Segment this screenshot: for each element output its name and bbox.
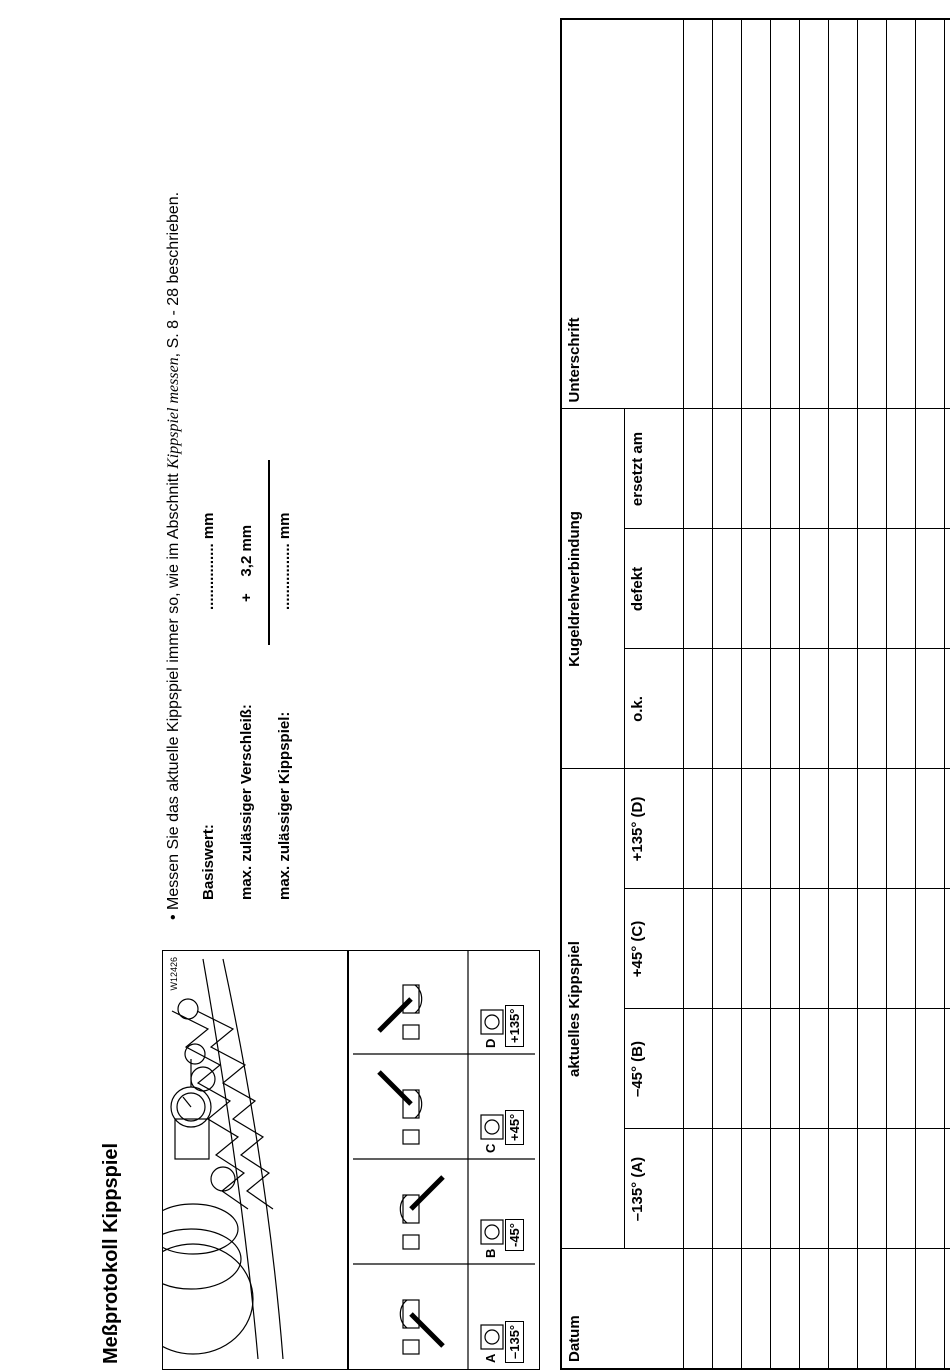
section-reference[interactable]: Kippspiel messen bbox=[165, 357, 182, 469]
instruction-after: , S. 8 - 28 beschrieben. bbox=[165, 191, 182, 358]
table-cell[interactable] bbox=[713, 409, 742, 529]
table-cell[interactable] bbox=[887, 1129, 916, 1249]
table-cell[interactable] bbox=[858, 409, 887, 529]
table-cell[interactable] bbox=[800, 19, 829, 409]
group-header-kugel: Kugeldrehverbindung bbox=[561, 409, 625, 769]
table-cell[interactable] bbox=[887, 529, 916, 649]
table-cell[interactable] bbox=[684, 1129, 713, 1249]
col-header-unterschrift: Unterschrift bbox=[561, 19, 684, 409]
table-cell[interactable] bbox=[916, 1249, 945, 1369]
wear-value: + 3,2 mm bbox=[238, 524, 255, 602]
table-cell[interactable] bbox=[829, 649, 858, 769]
table-cell[interactable] bbox=[916, 19, 945, 409]
table-cell[interactable] bbox=[800, 1129, 829, 1249]
table-cell[interactable] bbox=[916, 529, 945, 649]
table-cell[interactable] bbox=[916, 1129, 945, 1249]
max-label: max. zulässiger Kippspiel: bbox=[276, 711, 293, 900]
max-value: ................ mm bbox=[276, 512, 293, 610]
table-cell[interactable] bbox=[771, 1249, 800, 1369]
col-header-datum: Datum bbox=[561, 1249, 684, 1369]
table-cell[interactable] bbox=[916, 1009, 945, 1129]
figure-code: W12426 bbox=[169, 957, 179, 991]
table-cell[interactable] bbox=[742, 649, 771, 769]
basis-label: Basiswert: bbox=[200, 824, 217, 900]
table-cell[interactable] bbox=[887, 889, 916, 1009]
table-cell[interactable] bbox=[945, 529, 950, 649]
table-cell[interactable] bbox=[684, 1249, 713, 1369]
angle-d: +135° bbox=[505, 1005, 524, 1047]
table-cell[interactable] bbox=[800, 769, 829, 889]
table-cell[interactable] bbox=[858, 769, 887, 889]
table-cell[interactable] bbox=[829, 1009, 858, 1129]
table-cell[interactable] bbox=[742, 1249, 771, 1369]
table-cell[interactable] bbox=[713, 649, 742, 769]
table-cell[interactable] bbox=[945, 1129, 950, 1249]
table-cell[interactable] bbox=[684, 889, 713, 1009]
table-cell[interactable] bbox=[916, 649, 945, 769]
table-cell[interactable] bbox=[916, 769, 945, 889]
machine-illustration bbox=[163, 950, 540, 1369]
table-cell[interactable] bbox=[800, 1009, 829, 1129]
instruction-before: Messen Sie das aktuelle Kippspiel immer so, wie im Abschnitt bbox=[165, 468, 182, 910]
group-header-kippspiel: aktuelles Kippspiel bbox=[561, 769, 625, 1249]
table-row bbox=[829, 19, 858, 1369]
position-label-b: B bbox=[483, 1248, 498, 1258]
table-cell[interactable] bbox=[916, 409, 945, 529]
table-cell[interactable] bbox=[742, 1009, 771, 1129]
sum-line bbox=[268, 460, 270, 645]
table-cell[interactable] bbox=[771, 529, 800, 649]
position-label-a: A bbox=[483, 1353, 498, 1363]
table-cell[interactable] bbox=[742, 889, 771, 1009]
table-cell[interactable] bbox=[945, 1249, 950, 1369]
table-cell[interactable] bbox=[945, 889, 950, 1009]
table-cell[interactable] bbox=[684, 769, 713, 889]
table-cell[interactable] bbox=[800, 889, 829, 1009]
position-label-d: D bbox=[483, 1038, 498, 1048]
table-cell[interactable] bbox=[742, 769, 771, 889]
page-title: Meßprotokoll Kippspiel bbox=[100, 1142, 122, 1364]
col-header-minus-45: –45° (B) bbox=[625, 1009, 684, 1129]
table-cell[interactable] bbox=[800, 409, 829, 529]
table-cell[interactable] bbox=[713, 19, 742, 409]
table-cell[interactable] bbox=[771, 1129, 800, 1249]
table-cell[interactable] bbox=[742, 529, 771, 649]
table-cell[interactable] bbox=[771, 19, 800, 409]
col-header-plus-45: +45° (C) bbox=[625, 889, 684, 1009]
table-cell[interactable] bbox=[742, 19, 771, 409]
measurement-figure bbox=[162, 950, 540, 1370]
table-row bbox=[742, 19, 771, 1369]
col-header-plus-135: +135° (D) bbox=[625, 769, 684, 889]
table-cell[interactable] bbox=[858, 1129, 887, 1249]
table-cell[interactable] bbox=[887, 1249, 916, 1369]
table-cell[interactable] bbox=[684, 1009, 713, 1129]
bullet: • bbox=[165, 914, 182, 920]
angle-a: –135° bbox=[505, 1321, 524, 1363]
table-cell[interactable] bbox=[829, 529, 858, 649]
table-cell[interactable] bbox=[742, 1129, 771, 1249]
instruction-text bbox=[165, 192, 183, 920]
table-cell[interactable] bbox=[945, 649, 950, 769]
table-row bbox=[887, 19, 916, 1369]
table-cell[interactable] bbox=[800, 1249, 829, 1369]
table-cell[interactable] bbox=[829, 1249, 858, 1369]
table-cell[interactable] bbox=[800, 649, 829, 769]
table-row bbox=[684, 19, 713, 1369]
table-row bbox=[945, 19, 950, 1369]
table-cell[interactable] bbox=[858, 1249, 887, 1369]
angle-b: -45° bbox=[505, 1219, 524, 1251]
table-cell[interactable] bbox=[713, 529, 742, 649]
table-cell[interactable] bbox=[829, 409, 858, 529]
table-row bbox=[916, 19, 945, 1369]
table-cell[interactable] bbox=[771, 409, 800, 529]
basis-value: ................ mm bbox=[200, 512, 217, 610]
col-header-ok: o.k. bbox=[625, 649, 684, 769]
table-cell[interactable] bbox=[887, 19, 916, 409]
table-cell[interactable] bbox=[713, 769, 742, 889]
table-cell[interactable] bbox=[945, 769, 950, 889]
table-cell[interactable] bbox=[771, 889, 800, 1009]
table-cell[interactable] bbox=[887, 409, 916, 529]
table-cell[interactable] bbox=[829, 19, 858, 409]
table-cell[interactable] bbox=[713, 1009, 742, 1129]
table-cell[interactable] bbox=[829, 889, 858, 1009]
table-cell[interactable] bbox=[771, 1009, 800, 1129]
table-cell[interactable] bbox=[887, 1009, 916, 1129]
angle-c: +45° bbox=[505, 1110, 524, 1145]
table-cell[interactable] bbox=[713, 1249, 742, 1369]
position-label-c: C bbox=[483, 1143, 498, 1153]
col-header-minus-135: –135° (A) bbox=[625, 1129, 684, 1249]
table-cell[interactable] bbox=[800, 529, 829, 649]
wear-label: max. zulässiger Verschleiß: bbox=[238, 704, 255, 900]
table-cell[interactable] bbox=[945, 1009, 950, 1129]
col-header-defekt: defekt bbox=[625, 529, 684, 649]
table-cell[interactable] bbox=[713, 1129, 742, 1249]
table-cell[interactable] bbox=[858, 1009, 887, 1129]
table-cell[interactable] bbox=[771, 769, 800, 889]
table-cell[interactable] bbox=[858, 19, 887, 409]
table-cell[interactable] bbox=[858, 889, 887, 1009]
table-cell[interactable] bbox=[829, 769, 858, 889]
table-cell[interactable] bbox=[829, 1129, 858, 1249]
table-row bbox=[713, 19, 742, 1369]
col-header-ersetzt-am: ersetzt am bbox=[625, 409, 684, 529]
measurement-log-table bbox=[560, 18, 950, 1370]
table-cell[interactable] bbox=[858, 529, 887, 649]
table-cell[interactable] bbox=[684, 409, 713, 529]
table-cell[interactable] bbox=[742, 409, 771, 529]
table-row bbox=[771, 19, 800, 1369]
table-cell[interactable] bbox=[858, 649, 887, 769]
table-cell[interactable] bbox=[684, 19, 713, 409]
table-cell[interactable] bbox=[916, 889, 945, 1009]
table-cell[interactable] bbox=[945, 409, 950, 529]
table-cell[interactable] bbox=[887, 649, 916, 769]
table-row bbox=[858, 19, 887, 1369]
log-body bbox=[684, 19, 950, 1369]
table-cell[interactable] bbox=[945, 19, 950, 409]
table-cell[interactable] bbox=[684, 649, 713, 769]
table-cell[interactable] bbox=[887, 769, 916, 889]
table-cell[interactable] bbox=[713, 889, 742, 1009]
table-cell[interactable] bbox=[771, 649, 800, 769]
table-cell[interactable] bbox=[684, 529, 713, 649]
table-row bbox=[800, 19, 829, 1369]
